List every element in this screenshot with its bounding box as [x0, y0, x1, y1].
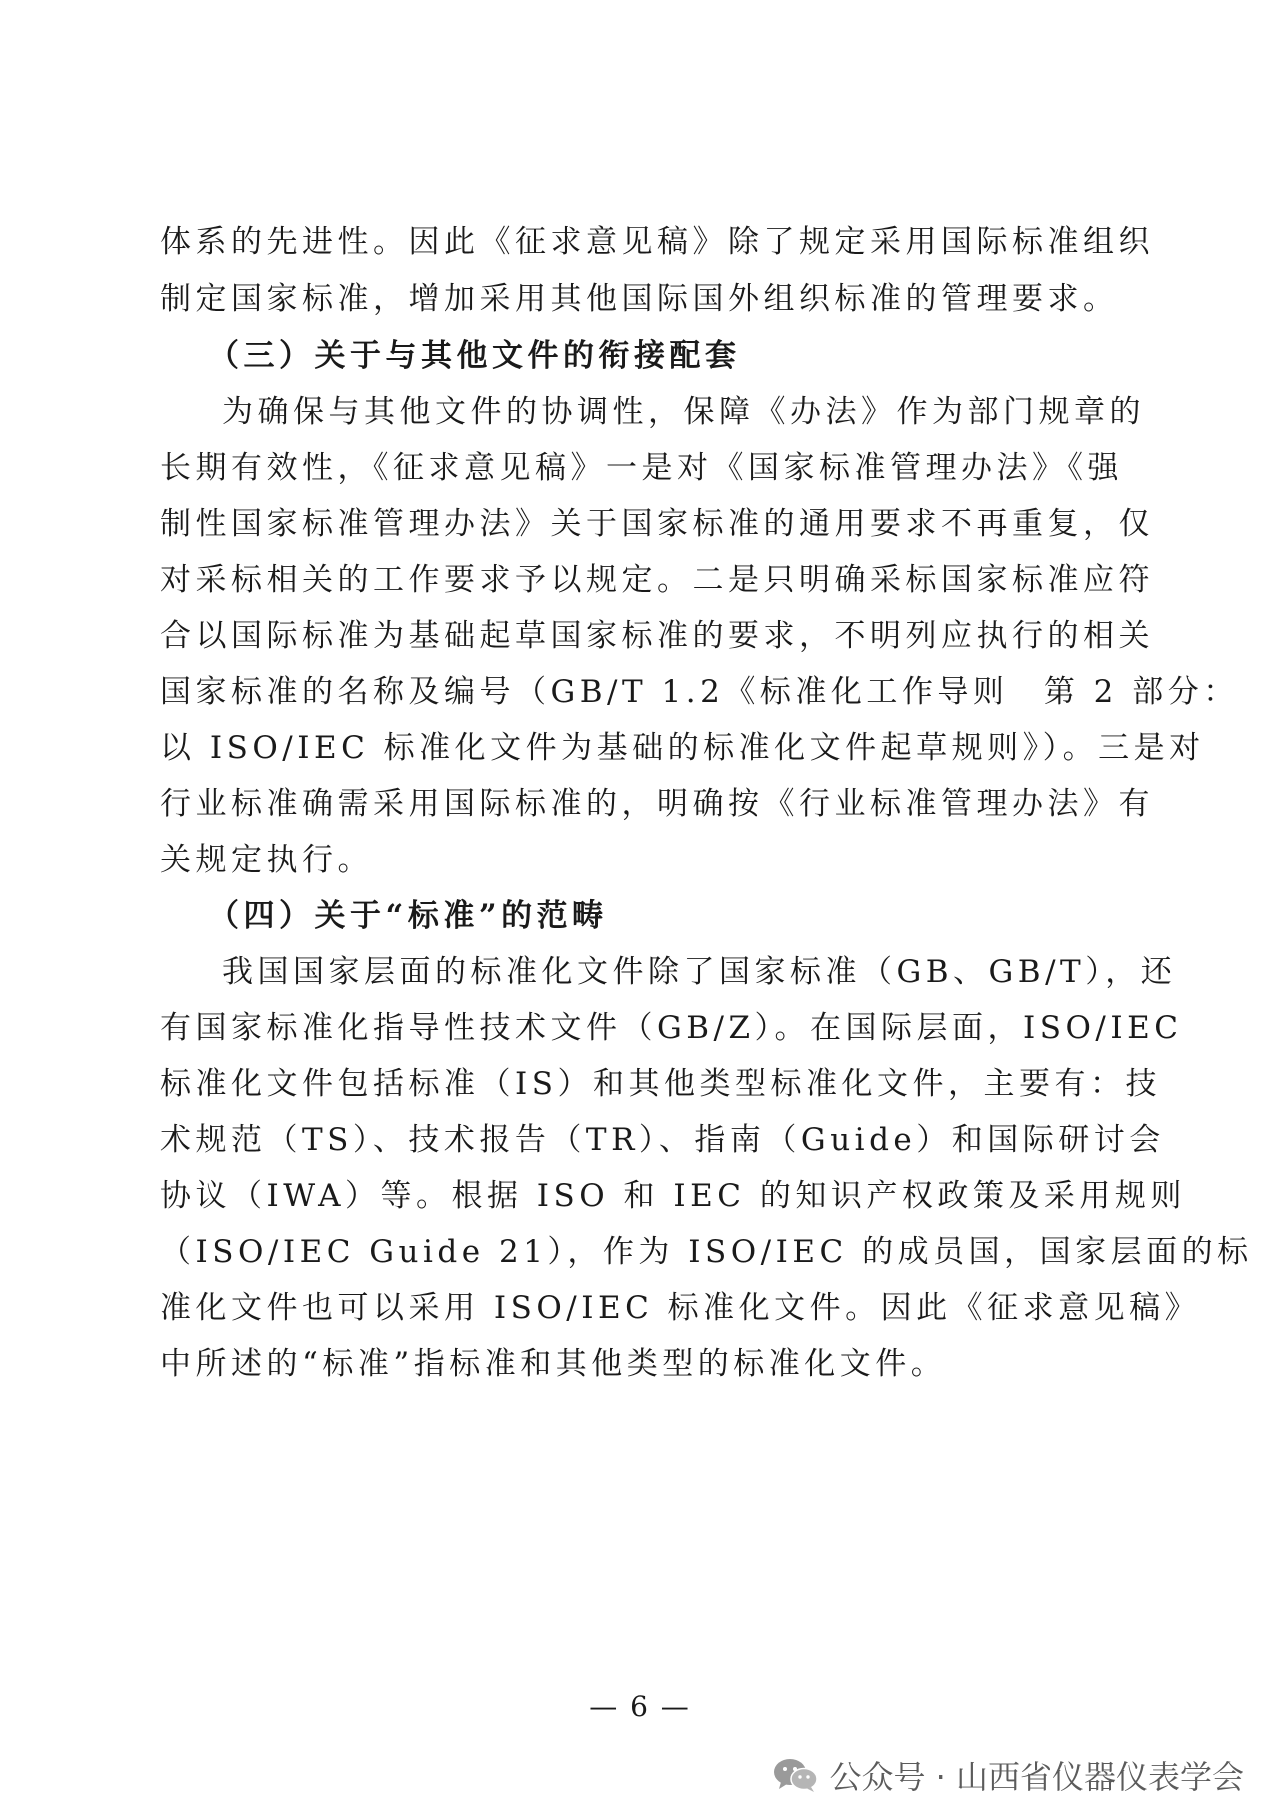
section-heading-3: （三）关于与其他文件的衔接配套: [208, 338, 741, 374]
body-line: 为确保与其他文件的协调性，保障《办法》作为部门规章的: [222, 394, 1145, 430]
body-line: 制定国家标准，增加采用其他国际国外组织标准的管理要求。: [160, 281, 1119, 317]
page-number: — 6 —: [589, 1690, 691, 1723]
body-line: 术规范（TS）、技术报告（TR）、指南（Guide）和国际研讨会: [160, 1122, 1165, 1158]
body-line: （ISO/IEC Guide 21），作为 ISO/IEC 的成员国，国家层面的标: [160, 1234, 1253, 1270]
body-line: 合以国际标准为基础起草国家标准的要求，不明列应执行的相关: [160, 618, 1154, 654]
section-heading-4: （四）关于“标准”的范畴: [208, 898, 608, 934]
body-line: 行业标准确需采用国际标准的，明确按《行业标准管理办法》有: [160, 786, 1154, 822]
body-line: 中所述的“标准”指标准和其他类型的标准化文件。: [160, 1346, 947, 1382]
body-line: 协议（IWA）等。根据 ISO 和 IEC 的知识产权政策及采用规则: [160, 1178, 1186, 1214]
body-line: 我国国家层面的标准化文件除了国家标准（GB、GB/T），还: [222, 954, 1177, 990]
body-line: 标准化文件包括标准（IS）和其他类型标准化文件，主要有：技: [160, 1066, 1161, 1102]
wechat-icon: [773, 1757, 819, 1793]
body-line: 以 ISO/IEC 标准化文件为基础的标准化文件起草规则》）。三是对: [160, 730, 1205, 766]
watermark-text: 公众号 · 山西省仪器仪表学会: [829, 1758, 1244, 1796]
body-line: 对采标相关的工作要求予以规定。二是只明确采标国家标准应符: [160, 562, 1154, 598]
body-line: 长期有效性，《征求意见稿》一是对《国家标准管理办法》《强: [160, 450, 1123, 486]
wechat-watermark: [773, 1752, 1244, 1798]
body-line: 关规定执行。: [160, 842, 373, 878]
body-line: 体系的先进性。因此《征求意见稿》除了规定采用国际标准组织: [160, 224, 1154, 260]
body-line: 有国家标准化指导性技术文件（GB/Z）。在国际层面，ISO/IEC: [160, 1010, 1183, 1046]
body-line: 制性国家标准管理办法》关于国家标准的通用要求不再重复，仅: [160, 506, 1154, 542]
body-line: 准化文件也可以采用 ISO/IEC 标准化文件。因此《征求意见稿》: [160, 1290, 1201, 1326]
body-line: 国家标准的名称及编号（GB/T 1.2《标准化工作导则 第 2 部分：: [160, 674, 1239, 710]
